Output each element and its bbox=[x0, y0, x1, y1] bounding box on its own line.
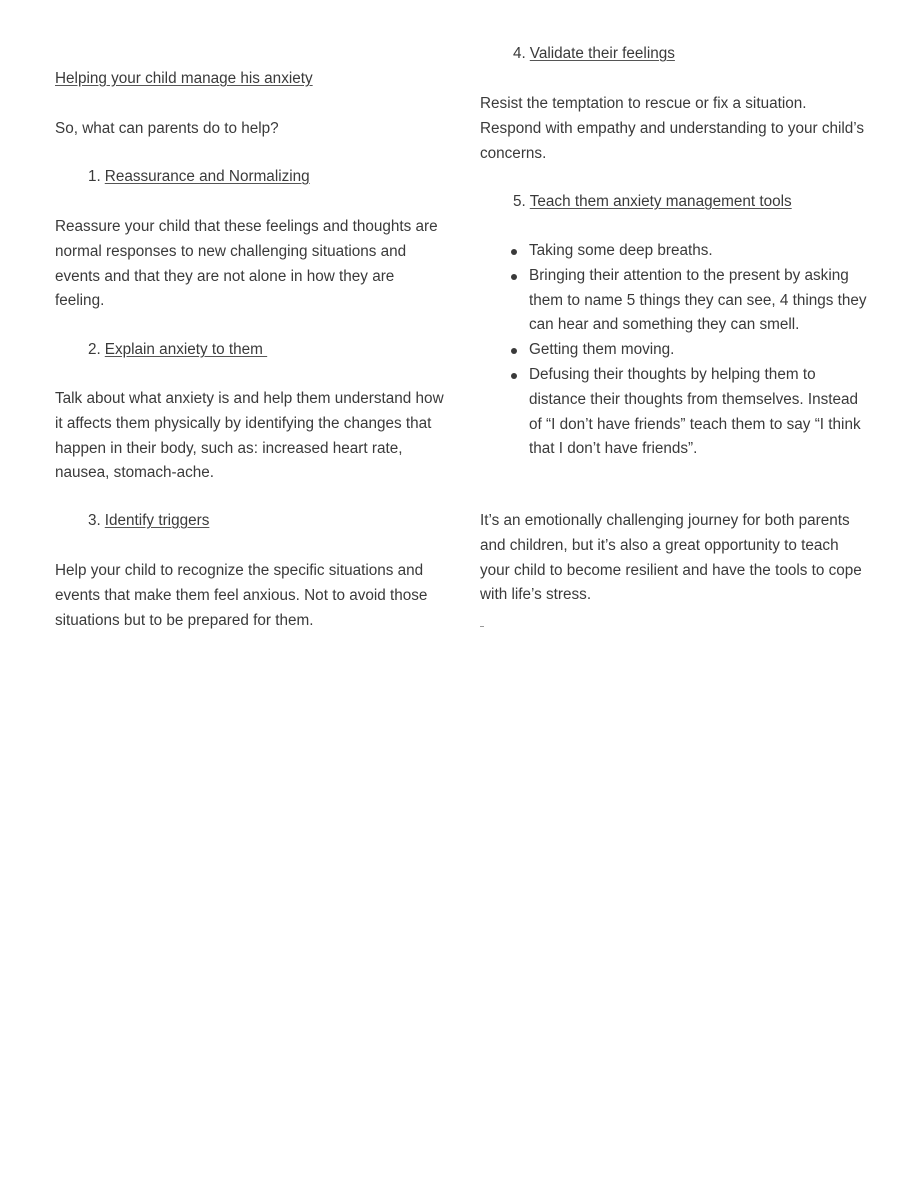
section-heading-3 bbox=[55, 509, 447, 534]
tools-list-wrapper bbox=[480, 239, 870, 462]
section-number: 5. bbox=[513, 193, 526, 210]
section-heading-text: Explain anxiety to them bbox=[104, 341, 268, 358]
tools-list bbox=[480, 239, 870, 462]
list-item: Taking some deep breaths. bbox=[480, 239, 870, 264]
conclusion-paragraph: It’s an emotionally challenging journey for both parents and children, but it’s also a great opportunity to teach your child to become resilient and have the tools to cope with life’s stress. bbox=[480, 512, 862, 604]
section-heading-text: Identify triggers bbox=[104, 512, 210, 529]
trailing-mark bbox=[480, 626, 484, 627]
intro-paragraph: So, what can parents do to help? bbox=[55, 120, 279, 137]
section-heading-text: Validate their feelings bbox=[529, 45, 675, 62]
section-number: 4. bbox=[513, 45, 526, 62]
section-body-4: Resist the temptation to rescue or fix a situation. Respond with empathy and understanding to your child’s concerns. bbox=[480, 95, 865, 162]
section-body-2: Talk about what anxiety is and help them understand how it affects them physically by identifying the changes that happen in their body, such as: increased heart rate, nausea, stomach-ache. bbox=[55, 390, 444, 482]
article-title-text: Helping your child manage his anxiety bbox=[55, 70, 313, 87]
article-title bbox=[55, 67, 447, 92]
section-number: 3. bbox=[88, 512, 101, 529]
section-number: 2. bbox=[88, 341, 101, 358]
list-item: Defusing their thoughts by helping them to distance their thoughts from themselves. Instead of “I don’t have friends” teach them to say “I think that I don’t have friends”. bbox=[480, 363, 870, 462]
section-body-1: Reassure your child that these feelings and thoughts are normal responses to new challenging situations and events and that they are not alone in how they are feeling. bbox=[55, 218, 438, 310]
section-number: 1. bbox=[88, 168, 101, 185]
section-heading-4 bbox=[480, 42, 870, 67]
section-heading-1 bbox=[55, 165, 447, 190]
list-item: Bringing their attention to the present by asking them to name 5 things they can see, 4 things they can hear and something they can smell. bbox=[480, 264, 870, 338]
section-heading-2 bbox=[55, 338, 447, 363]
section-heading-text: Reassurance and Normalizing bbox=[104, 168, 310, 185]
section-heading-text: Teach them anxiety management tools bbox=[529, 193, 792, 210]
section-heading-5 bbox=[480, 190, 870, 215]
section-body-3: Help your child to recognize the specific situations and events that make them feel anxious. Not to avoid those situations but to be prepared for them. bbox=[55, 562, 428, 629]
list-item: Getting them moving. bbox=[480, 338, 870, 363]
